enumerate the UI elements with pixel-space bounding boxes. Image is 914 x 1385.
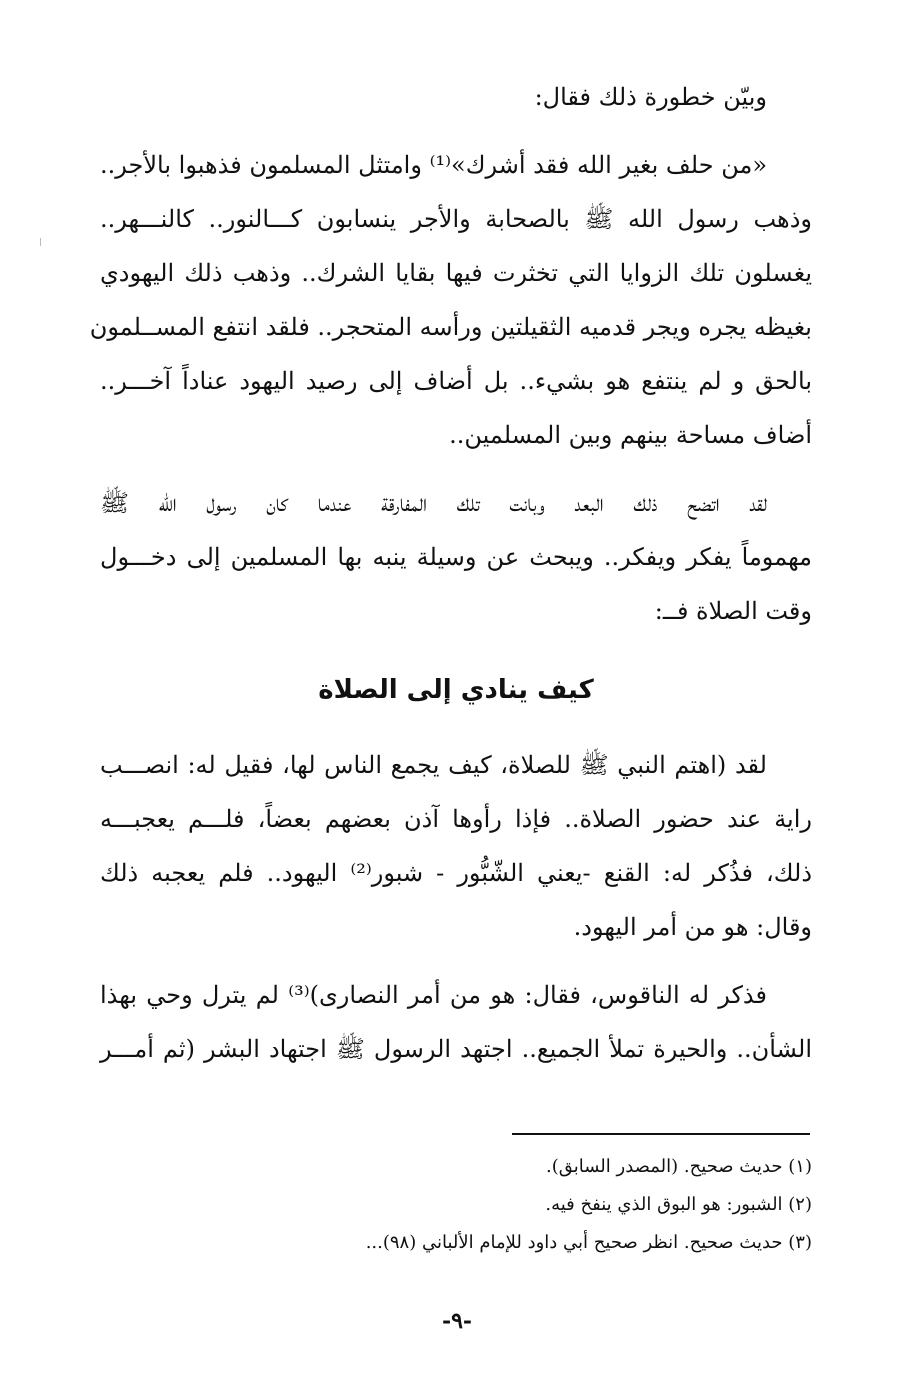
footnote-1: (١) حديث صحيح. (المصدر السابق).	[545, 1156, 812, 1177]
paragraph-line: أضاف مساحة بينهم وبين المسلمين..	[449, 421, 812, 449]
paragraph-line: وذهب رسول الله ﷺ بالصحابة والأجر ينسابون كـــالنور.. كالنـــهر..	[100, 205, 812, 233]
footnote-2: (٢) الشبور: هو البوق الذي ينفخ فيه.	[545, 1194, 812, 1215]
paragraph-line: يغسلون تلك الزوايا التي تخثرت فيها بقايا الشرك.. وذهب ذلك اليهودي	[100, 259, 812, 287]
paragraph-line: مهموماً يفكر ويفكر.. ويبحث عن وسيلة ينبه بها المسلمين إلى دخـــول	[100, 543, 812, 571]
paragraph-gap	[100, 954, 812, 968]
intro-line: وبيّن خطورة ذلك فقال:	[534, 83, 767, 111]
footnotes	[300, 1148, 812, 1262]
page-number: -٩-	[441, 1308, 473, 1334]
section-heading: كيف ينادي إلى الصلاة	[318, 675, 594, 705]
paragraph-line: ذلك، فذُكر له: القنع -يعني الشّبُّور - شبور⁽²⁾ اليهود.. فلم يعجبه ذلك	[100, 859, 813, 887]
paragraph-line: فذكر له الناقوس، فقال: هو من أمر النصارى)⁽³⁾ لم يترل وحي بهذا	[100, 981, 767, 1009]
paragraph-line: بغيظه يجره ويجر قدميه الثقيلتين ورأسه المتحجر.. فلقد انتفع المســلمون	[89, 313, 812, 341]
paragraph-line: راية عند حضور الصلاة.. فإذا رأوها آذن بعضهم بعضاً، فلـــم يعجبـــه	[100, 805, 812, 833]
paragraph-3	[100, 738, 812, 954]
paragraph-line: وقت الصلاة فــ:	[654, 597, 812, 625]
paragraph-line: بالحق و لم ينتفع هو بشيء.. بل أضاف إلى رصيد اليهود عناداً آخـــر..	[100, 367, 812, 395]
margin-mark	[40, 238, 41, 246]
paragraph-line: «من حلف بغير الله فقد أشرك»⁽¹⁾ وامتثل المسلمون فذهبوا بالأجر..	[100, 151, 768, 179]
footnote-separator	[512, 1133, 810, 1135]
paragraph-line: وقال: هو من أمر اليهود.	[573, 913, 812, 941]
paragraph-line: لقد (اهتم النبي ﷺ للصلاة، كيف يجمع الناس لها، فقيل له: انصـــب	[100, 751, 767, 779]
footnote-3: (٣) حديث صحيح. انظر صحيح أبي داود للإمام الألباني (٩٨)...	[365, 1232, 812, 1253]
paragraph-4	[100, 968, 812, 1076]
paragraph-2	[100, 476, 812, 638]
paragraph-gap	[100, 462, 812, 476]
page-body	[89, 70, 813, 1076]
paragraph-gap	[100, 124, 812, 138]
paragraph-line: لقد اتضح ذلك البعد وبانت تلك المفارقة عندما كان رسول الله ﷺ	[100, 489, 767, 517]
paragraph-line: الشأن.. والحيرة تملأ الجميع.. اجتهد الرسول ﷺ اجتهاد البشر (ثم أمـــر	[100, 1035, 812, 1063]
paragraph-1	[89, 138, 812, 462]
